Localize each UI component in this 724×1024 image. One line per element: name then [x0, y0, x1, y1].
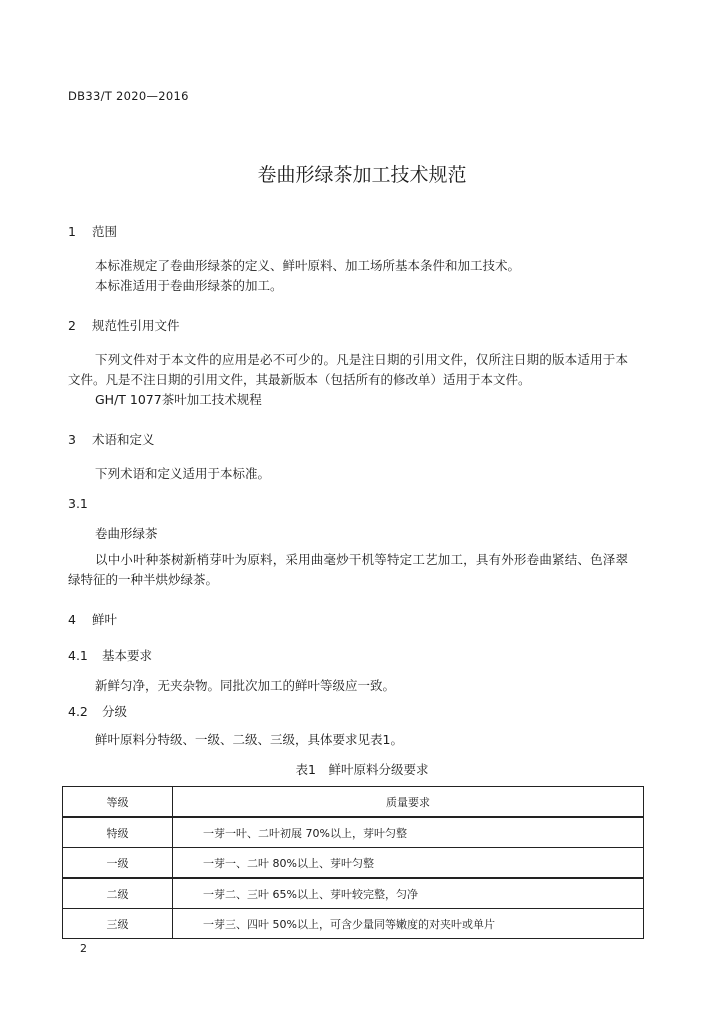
table-header-cell: 等级: [63, 787, 173, 818]
document-title: 卷曲形绿茶加工技术规范: [257, 164, 467, 186]
section-number: 2: [68, 318, 76, 333]
term-heading: 卷曲形绿茶: [95, 526, 158, 541]
section-number: 1: [68, 224, 76, 239]
subsection-number: 4.1: [68, 648, 88, 663]
subsection-4-1-heading: [68, 646, 152, 664]
grade-cell: 特级: [63, 817, 173, 848]
requirement-cell: 一芽三、四叶 50%以上，可含少量同等嫩度的对夹叶或单片: [173, 909, 644, 939]
section-number: 3: [68, 432, 76, 447]
section-title: 术语和定义: [92, 432, 155, 447]
table-header-cell: 质量要求: [173, 787, 644, 818]
section-4-heading: [68, 610, 117, 628]
table-row: [63, 878, 644, 909]
subsection-4-2-text: 鲜叶原料分特级、一级、二级、三级，具体要求见表1。: [95, 732, 403, 747]
standard-code: DB33/T 2020—2016: [68, 89, 189, 103]
subsection-number: 4.2: [68, 704, 88, 719]
requirement-cell: 一芽二、三叶 65%以上、芽叶较完整，匀净: [173, 878, 644, 909]
subsection-4-2-heading: [68, 702, 127, 720]
section-2-heading: [68, 316, 180, 334]
table-header-row: [63, 787, 644, 818]
grade-table: [62, 786, 644, 939]
grade-cell: 一级: [63, 848, 173, 879]
section-2-paragraph-1: 下列文件对于本文件的应用是必不可少的。凡是注日期的引用文件，仅所注日期的版本适用于本文件。凡是不注日期的引用文件，其最新版本（包括所有的修改单）适用于本文件。: [68, 352, 628, 387]
section-title: 规范性引用文件: [92, 318, 180, 333]
page-number: 2: [80, 942, 87, 955]
table-row: [63, 909, 644, 939]
section-number: 4: [68, 612, 76, 627]
section-1-heading: [68, 222, 117, 240]
grade-cell: 二级: [63, 878, 173, 909]
section-1-paragraph-1: 本标准规定了卷曲形绿茶的定义、鲜叶原料、加工场所基本条件和加工技术。: [95, 258, 521, 273]
term-definition: 以中小叶种茶树新梢芽叶为原料，采用曲毫炒干机等特定工艺加工，具有外形卷曲紧结、色泽翠绿特征的一种半烘炒绿茶。: [68, 552, 628, 587]
section-title: 鲜叶: [92, 612, 118, 627]
section-title: 范围: [92, 224, 118, 239]
requirement-cell: 一芽一、二叶 80%以上、芽叶匀整: [173, 848, 644, 879]
section-3-paragraph-1: 下列术语和定义适用于本标准。: [95, 466, 271, 481]
subsection-title: 基本要求: [102, 648, 153, 663]
table-row: [63, 848, 644, 879]
section-2-reference: GH/T 1077茶叶加工技术规程: [95, 392, 262, 407]
table-caption: 表1 鲜叶原料分级要求: [295, 762, 429, 777]
section-3-heading: [68, 430, 155, 448]
section-1-paragraph-2: 本标准适用于卷曲形绿茶的加工。: [95, 278, 283, 293]
subsection-4-1-text: 新鲜匀净，无夹杂物。同批次加工的鲜叶等级应一致。: [95, 678, 396, 693]
requirement-cell: 一芽一叶、二叶初展 70%以上，芽叶匀整: [173, 817, 644, 848]
grade-cell: 三级: [63, 909, 173, 939]
table-row: [63, 817, 644, 848]
subsection-title: 分级: [102, 704, 128, 719]
subsection-3-1-number: 3.1: [68, 496, 88, 511]
